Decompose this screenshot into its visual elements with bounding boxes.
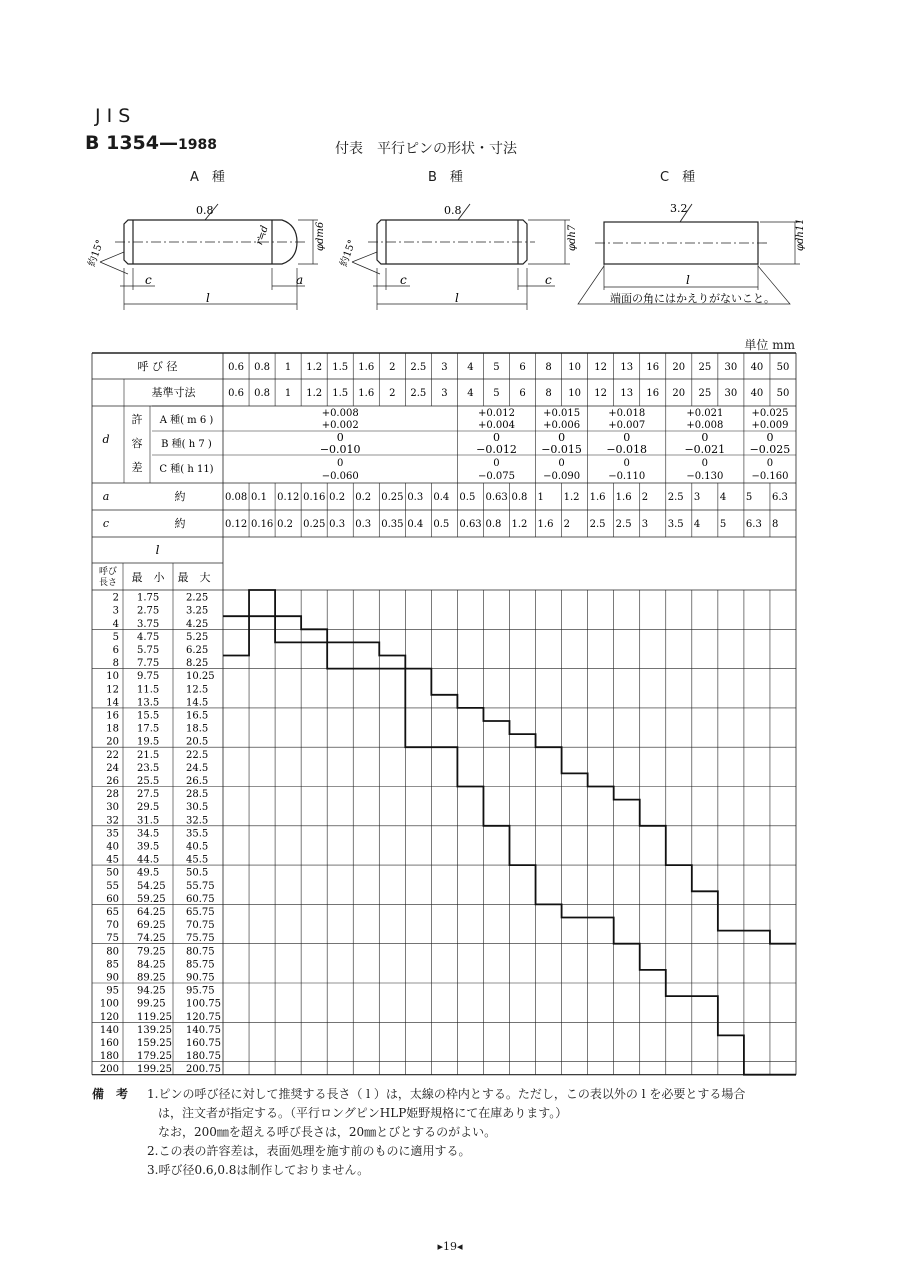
tol-a-upper-0: +0.008 — [321, 408, 359, 419]
max-length-22: 55.75 — [186, 880, 215, 892]
max-length-8: 14.5 — [186, 697, 209, 709]
nominal-length-13: 24 — [106, 762, 119, 774]
min-length-5: 7.75 — [137, 658, 160, 670]
basic-size-13: 10 — [568, 388, 581, 399]
min-length-17: 31.5 — [137, 815, 160, 827]
a-value-18: 3 — [693, 492, 701, 503]
basic-size-14: 12 — [594, 388, 608, 399]
tol-a-lower-4: +0.008 — [686, 420, 724, 431]
nominal-length-30: 95 — [106, 985, 119, 997]
nominal-length-9: 16 — [106, 710, 119, 722]
tol-b-upper-4: 0 — [701, 431, 709, 444]
tol-a-upper-3: +0.018 — [608, 408, 646, 419]
max-length-25: 70.75 — [186, 920, 215, 932]
max-length-29: 90.75 — [186, 972, 215, 984]
basic-size-21: 50 — [776, 388, 790, 399]
nominal-length-36: 200 — [99, 1064, 119, 1076]
min-length-26: 74.25 — [137, 933, 166, 945]
nominal-length-23: 60 — [106, 893, 119, 905]
min-length-0: 1.75 — [137, 592, 160, 604]
a-value-17: 2.5 — [667, 492, 684, 503]
c-value-4: 0.3 — [329, 519, 346, 530]
basic-size-0: 0.6 — [228, 388, 244, 399]
max-length-7: 12.5 — [186, 684, 209, 696]
tol-a-upper-4: +0.021 — [686, 408, 724, 419]
type-a-diameter: φdm6 — [315, 221, 326, 251]
nominal-length-7: 12 — [106, 684, 119, 696]
notes-title: 備 考 — [92, 1087, 129, 1101]
tol-c-upper-5: 0 — [766, 458, 774, 469]
nominal-size-0: 0.6 — [228, 362, 244, 373]
nominal-length-20: 45 — [106, 854, 119, 866]
nominal-length-1: 3 — [112, 605, 119, 617]
standard-dash: — — [158, 132, 178, 154]
type-b-c2-dim: c — [545, 273, 552, 287]
type-a-l-dim: l — [206, 291, 210, 305]
min-length-13: 23.5 — [137, 762, 160, 774]
tol-c-lower-1: −0.075 — [477, 471, 515, 482]
nominal-length-6: 10 — [106, 671, 119, 683]
c-value-18: 4 — [693, 519, 701, 530]
a-approx-label: 約 — [174, 490, 186, 503]
type-a-label: A 種 — [190, 170, 225, 185]
basic-size-1: 0.8 — [254, 388, 271, 399]
a-value-1: 0.1 — [251, 492, 267, 503]
nominal-length-19: 40 — [106, 841, 119, 853]
min-length-25: 69.25 — [137, 920, 166, 932]
note-3: 3.呼び径0.6,0.8は制作しておりません。 — [147, 1163, 370, 1177]
type-a-roughness: 0.8 — [196, 204, 214, 217]
min-length-6: 9.75 — [137, 671, 160, 683]
max-length-34: 160.75 — [186, 1038, 221, 1049]
a-value-20: 5 — [745, 492, 753, 503]
nominal-size-19: 30 — [724, 362, 738, 373]
nominal-length-5: 8 — [112, 658, 119, 670]
nominal-size-11: 6 — [519, 362, 526, 373]
a-value-5: 0.2 — [355, 492, 372, 503]
a-value-4: 0.2 — [329, 492, 346, 503]
min-length-label: 最 小 — [131, 571, 165, 584]
c-value-1: 0.16 — [251, 519, 274, 530]
standard-year: 1988 — [177, 137, 217, 153]
type-a-radius: r≒d — [254, 224, 271, 247]
nominal-length-2: 4 — [112, 618, 119, 630]
page-title: 付表 平行ピンの形状・寸法 — [335, 141, 517, 157]
nominal-size-6: 2 — [389, 362, 396, 373]
a-value-15: 1.6 — [615, 492, 632, 503]
basic-size-7: 2.5 — [410, 388, 427, 399]
tol-a-label: A 種( m 6 ) — [159, 415, 214, 426]
max-length-3: 5.25 — [186, 631, 209, 643]
min-length-3: 4.75 — [137, 631, 160, 643]
max-length-5: 8.25 — [186, 658, 209, 670]
a-value-8: 0.4 — [433, 492, 450, 503]
tol-c-lower-2: −0.090 — [543, 471, 581, 482]
min-length-34: 159.25 — [137, 1038, 172, 1049]
max-length-17: 32.5 — [186, 815, 209, 827]
type-a-a-dim: a — [296, 273, 304, 287]
c-value-8: 0.5 — [433, 519, 450, 530]
tol-b-upper-0: 0 — [336, 431, 344, 444]
tol-b-upper-2: 0 — [558, 431, 566, 444]
tol-b-lower-1: −0.012 — [476, 443, 517, 456]
tol-b-lower-3: −0.018 — [606, 443, 648, 456]
type-b-label: B 種 — [428, 170, 463, 185]
min-length-1: 2.75 — [137, 605, 160, 617]
basic-size-6: 2 — [389, 388, 396, 399]
max-length-30: 95.75 — [186, 985, 215, 997]
note-2: 2.この表の許容差は，表面処理を施す前のものに適用する。 — [147, 1144, 471, 1158]
nominal-length-29: 90 — [106, 972, 119, 984]
note-1-extra: なお，200㎜を超える呼び長さは，20㎜とびとするのがよい。 — [158, 1125, 497, 1139]
max-length-21: 50.5 — [186, 867, 209, 879]
c-value-11: 1.2 — [511, 519, 528, 530]
max-length-11: 20.5 — [186, 736, 209, 748]
max-length-33: 140.75 — [186, 1024, 221, 1036]
c-value-3: 0.25 — [303, 519, 326, 530]
min-length-15: 27.5 — [137, 789, 160, 801]
c-value-2: 0.2 — [277, 519, 293, 530]
max-length-4: 6.25 — [186, 645, 209, 656]
tol-c-lower-0: −0.060 — [321, 471, 359, 482]
jis-label: JIS — [95, 105, 137, 127]
min-length-31: 99.25 — [137, 998, 166, 1010]
c-value-10: 0.8 — [485, 519, 502, 530]
a-value-12: 1 — [537, 492, 544, 503]
c-value-7: 0.4 — [407, 519, 424, 530]
tol-a-upper-1: +0.012 — [477, 408, 515, 419]
unit-label: 単位 mm — [744, 338, 795, 352]
max-length-20: 45.5 — [186, 854, 209, 866]
a-value-16: 2 — [641, 492, 649, 503]
min-length-21: 49.5 — [137, 867, 160, 879]
nominal-length-3: 5 — [112, 631, 119, 643]
tol-c-upper-2: 0 — [558, 458, 565, 469]
type-b-diameter: φdh7 — [567, 224, 578, 251]
nominal-length-17: 32 — [106, 815, 119, 827]
basic-size-3: 1.2 — [306, 388, 323, 399]
max-length-26: 75.75 — [186, 933, 215, 945]
min-length-29: 89.25 — [137, 972, 166, 984]
max-length-label: 最 大 — [177, 571, 211, 584]
type-b-chamfer-angle: 約15° — [338, 238, 359, 269]
nominal-length-label-2: 長さ — [98, 578, 118, 588]
tol-c-lower-3: −0.110 — [608, 471, 646, 482]
max-length-32: 120.75 — [186, 1011, 221, 1023]
c-value-14: 2.5 — [589, 519, 606, 530]
basic-size-8: 3 — [441, 388, 448, 399]
basic-size-4: 1.5 — [332, 388, 349, 399]
type-b-c-dim: c — [400, 273, 407, 287]
max-length-36: 200.75 — [186, 1064, 221, 1076]
tol-a-upper-5: +0.025 — [751, 408, 789, 419]
tol-char-0: 許 — [131, 413, 143, 426]
page-number: ▸19◂ — [437, 1240, 463, 1253]
max-length-31: 100.75 — [186, 998, 221, 1010]
nominal-size-17: 20 — [672, 362, 686, 373]
basic-size-label: 基準寸法 — [151, 386, 196, 399]
tol-b-upper-5: 0 — [766, 431, 774, 444]
nominal-length-28: 85 — [106, 959, 119, 971]
tol-c-upper-1: 0 — [493, 458, 500, 469]
c-value-16: 3 — [641, 519, 649, 530]
standard-code: B 1354 — [85, 132, 159, 154]
type-c-burr-note: 端面の角にはかえりがないこと。 — [610, 292, 775, 305]
a-value-13: 1.2 — [563, 492, 580, 503]
a-value-9: 0.5 — [459, 492, 476, 503]
min-length-33: 139.25 — [137, 1024, 172, 1036]
type-b-pin-drawing — [352, 204, 570, 310]
tol-c-upper-3: 0 — [623, 458, 630, 469]
c-value-20: 6.3 — [745, 519, 762, 530]
min-length-19: 39.5 — [137, 841, 160, 853]
max-length-18: 35.5 — [186, 828, 209, 840]
c-value-15: 2.5 — [615, 519, 632, 530]
min-length-32: 119.25 — [137, 1011, 172, 1023]
c-value-5: 0.3 — [355, 519, 372, 530]
l-label: l — [155, 543, 160, 557]
basic-size-20: 40 — [750, 388, 764, 399]
c-value-13: 2 — [563, 519, 570, 530]
basic-size-12: 8 — [545, 388, 552, 399]
nominal-size-16: 16 — [646, 362, 660, 373]
nominal-size-12: 8 — [545, 362, 552, 373]
type-c-roughness: 3.2 — [670, 202, 688, 215]
basic-size-5: 1.6 — [358, 388, 375, 399]
tol-b-lower-0: −0.010 — [319, 443, 361, 456]
tol-c-upper-4: 0 — [701, 458, 709, 469]
nominal-length-18: 35 — [106, 828, 119, 840]
type-c-pin-drawing — [578, 204, 800, 304]
c-approx-label: 約 — [174, 517, 186, 530]
nominal-length-21: 50 — [106, 867, 119, 879]
min-length-7: 11.5 — [137, 684, 160, 696]
min-length-9: 15.5 — [137, 710, 160, 722]
tol-a-lower-3: +0.007 — [608, 420, 646, 431]
a-value-7: 0.3 — [407, 492, 424, 503]
max-length-2: 4.25 — [186, 618, 209, 630]
nominal-length-12: 22 — [106, 749, 119, 761]
c-value-0: 0.12 — [225, 519, 248, 530]
max-length-13: 24.5 — [186, 762, 209, 774]
a-value-2: 0.12 — [277, 492, 300, 503]
max-length-9: 16.5 — [186, 710, 209, 722]
tol-b-lower-5: −0.025 — [749, 443, 791, 456]
max-length-35: 180.75 — [186, 1051, 221, 1063]
nominal-length-27: 80 — [106, 946, 119, 958]
nominal-length-11: 20 — [106, 736, 119, 748]
a-value-11: 0.8 — [511, 492, 528, 503]
a-value-3: 0.16 — [303, 492, 326, 503]
nominal-size-18: 25 — [698, 362, 712, 373]
c-value-19: 5 — [719, 519, 727, 530]
min-length-23: 59.25 — [137, 893, 166, 905]
nominal-diameter-label: 呼 び 径 — [137, 360, 178, 373]
c-value-6: 0.35 — [381, 519, 404, 530]
a-value-10: 0.63 — [485, 492, 508, 503]
d-label: d — [102, 433, 110, 446]
nominal-size-4: 1.5 — [332, 362, 349, 373]
nominal-length-25: 70 — [106, 920, 119, 932]
max-length-10: 18.5 — [186, 723, 209, 735]
note-1-cont: は，注文者が指定する。（平行ロングピンHLP姫野規格にて在庫あります。） — [158, 1106, 568, 1120]
nominal-length-33: 140 — [99, 1024, 119, 1036]
notes-block — [92, 1085, 812, 1185]
tol-a-lower-0: +0.002 — [321, 420, 359, 431]
max-length-24: 65.75 — [186, 907, 215, 918]
type-a-c-dim: c — [145, 273, 152, 287]
nominal-length-4: 6 — [112, 645, 119, 656]
type-c-l-dim: l — [686, 273, 690, 287]
min-length-4: 5.75 — [137, 645, 160, 656]
max-length-12: 22.5 — [186, 749, 209, 761]
max-length-14: 26.5 — [186, 776, 209, 787]
a-label: a — [102, 490, 110, 503]
nominal-length-10: 18 — [106, 723, 119, 735]
pin-shape-diagrams — [0, 190, 900, 325]
nominal-size-21: 50 — [776, 362, 790, 373]
nominal-length-22: 55 — [106, 880, 119, 892]
nominal-length-32: 120 — [99, 1011, 119, 1023]
tol-a-lower-1: +0.004 — [477, 420, 515, 431]
nominal-size-14: 12 — [594, 362, 608, 373]
nominal-length-16: 30 — [106, 802, 119, 814]
min-length-30: 94.25 — [137, 985, 166, 997]
nominal-length-31: 100 — [99, 998, 119, 1010]
max-length-1: 3.25 — [186, 605, 209, 617]
max-length-28: 85.75 — [186, 959, 215, 971]
min-length-10: 17.5 — [137, 723, 160, 735]
tol-c-lower-5: −0.160 — [751, 471, 789, 482]
type-b-roughness: 0.8 — [444, 204, 462, 217]
min-length-22: 54.25 — [137, 880, 166, 892]
tol-char-2: 差 — [131, 461, 143, 474]
basic-size-15: 13 — [620, 388, 634, 399]
tol-a-lower-5: +0.009 — [751, 420, 789, 431]
nominal-length-label-1: 呼び — [98, 567, 118, 577]
basic-size-2: 1 — [284, 388, 292, 399]
min-length-14: 25.5 — [137, 776, 160, 787]
tol-c-upper-0: 0 — [337, 458, 344, 469]
a-value-0: 0.08 — [225, 492, 248, 503]
nominal-size-5: 1.6 — [358, 362, 375, 373]
max-length-15: 28.5 — [186, 789, 209, 801]
c-value-12: 1.6 — [537, 519, 554, 530]
tol-a-upper-2: +0.015 — [543, 408, 581, 419]
max-length-19: 40.5 — [186, 841, 209, 853]
tol-c-label: C 種( h 11) — [159, 464, 214, 475]
min-length-35: 179.25 — [137, 1051, 172, 1063]
nominal-length-34: 160 — [99, 1038, 119, 1049]
a-value-19: 4 — [719, 492, 727, 503]
min-length-36: 199.25 — [137, 1064, 172, 1076]
nominal-size-2: 1 — [284, 362, 292, 373]
max-length-23: 60.75 — [186, 893, 215, 905]
nominal-size-10: 5 — [493, 362, 500, 373]
basic-size-9: 4 — [467, 388, 474, 399]
nominal-length-0: 2 — [112, 592, 119, 604]
max-length-27: 80.75 — [186, 946, 215, 958]
min-length-24: 64.25 — [137, 907, 166, 918]
tol-b-upper-3: 0 — [623, 431, 631, 444]
nominal-size-15: 13 — [620, 362, 634, 373]
min-length-2: 3.75 — [137, 618, 160, 630]
min-length-12: 21.5 — [137, 749, 160, 761]
min-length-16: 29.5 — [137, 802, 160, 814]
basic-size-17: 20 — [672, 388, 686, 399]
nominal-size-3: 1.2 — [306, 362, 323, 373]
basic-size-10: 5 — [493, 388, 500, 399]
max-length-6: 10.25 — [186, 671, 215, 683]
nominal-length-24: 65 — [106, 907, 119, 918]
nominal-length-26: 75 — [106, 933, 119, 945]
tol-c-lower-4: −0.130 — [686, 471, 724, 482]
nominal-length-8: 14 — [106, 697, 119, 709]
tol-b-upper-1: 0 — [492, 431, 500, 444]
max-length-0: 2.25 — [186, 592, 209, 604]
min-length-28: 84.25 — [137, 959, 166, 971]
nominal-size-8: 3 — [441, 362, 448, 373]
c-value-17: 3.5 — [667, 519, 684, 530]
basic-size-18: 25 — [698, 388, 712, 399]
basic-size-19: 30 — [724, 388, 738, 399]
note-1: 1.ピンの呼び径に対して推奨する長さ（ l ）は，太線の枠内とする。ただし，この表以外の l を必要とする場合 — [147, 1087, 746, 1101]
nominal-size-13: 10 — [568, 362, 581, 373]
nominal-length-14: 26 — [106, 776, 119, 787]
min-length-8: 13.5 — [137, 697, 160, 709]
nominal-size-1: 0.8 — [254, 362, 271, 373]
min-length-27: 79.25 — [137, 946, 166, 958]
a-value-6: 0.25 — [381, 492, 404, 503]
standard-number — [85, 132, 217, 154]
dimension-table — [0, 340, 900, 1080]
a-value-21: 6.3 — [771, 492, 788, 503]
nominal-length-35: 180 — [99, 1051, 119, 1063]
nominal-length-15: 28 — [106, 789, 119, 801]
type-a-chamfer-angle: 約15° — [86, 238, 107, 269]
min-length-18: 34.5 — [137, 828, 160, 840]
tol-char-1: 容 — [131, 437, 143, 450]
min-length-20: 44.5 — [137, 854, 160, 866]
nominal-size-7: 2.5 — [410, 362, 427, 373]
a-value-14: 1.6 — [589, 492, 606, 503]
basic-size-11: 6 — [519, 388, 526, 399]
type-b-l-dim: l — [455, 291, 459, 305]
type-c-diameter: φdh11 — [795, 218, 806, 251]
type-c-label: C 種 — [660, 170, 696, 185]
c-label: c — [102, 517, 110, 530]
tol-b-label: B 種( h 7 ) — [161, 439, 212, 450]
min-length-11: 19.5 — [137, 736, 160, 748]
c-value-9: 0.63 — [459, 519, 482, 530]
nominal-size-20: 40 — [750, 362, 764, 373]
tol-b-lower-4: −0.021 — [684, 443, 726, 456]
tol-a-lower-2: +0.006 — [543, 420, 581, 431]
tol-b-lower-2: −0.015 — [541, 443, 582, 456]
max-length-16: 30.5 — [186, 802, 209, 814]
basic-size-16: 16 — [646, 388, 660, 399]
nominal-size-9: 4 — [467, 362, 474, 373]
c-value-21: 8 — [771, 519, 779, 530]
